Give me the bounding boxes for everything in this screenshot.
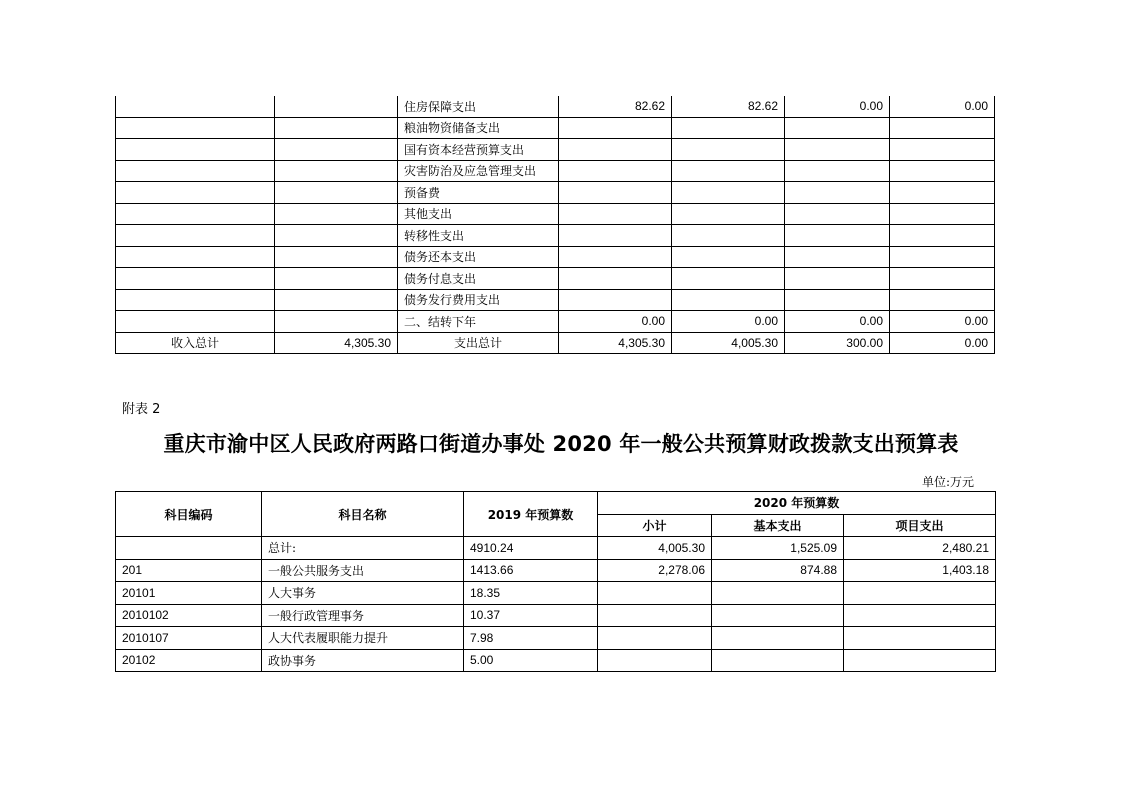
table-row xyxy=(116,203,995,225)
header-budget-2019: 2019 年预算数 xyxy=(464,492,598,537)
cell xyxy=(785,289,890,311)
subtotal xyxy=(598,604,712,627)
table-row xyxy=(116,139,995,161)
table-row xyxy=(116,268,995,290)
budget-2019: 1413.66 xyxy=(464,559,598,582)
cell: 4,305.30 xyxy=(559,332,672,354)
unit-label: 单位:万元 xyxy=(922,475,975,489)
budget-2019: 4910.24 xyxy=(464,537,598,560)
cell: 0.00 xyxy=(890,311,995,333)
cell xyxy=(275,182,398,204)
cell xyxy=(275,246,398,268)
cell xyxy=(559,289,672,311)
cell xyxy=(116,268,275,290)
table-row xyxy=(116,246,995,268)
budget-2019: 10.37 xyxy=(464,604,598,627)
expense-item-name: 其他支出 xyxy=(398,203,559,225)
cell xyxy=(275,225,398,247)
table-row xyxy=(116,311,995,333)
cell xyxy=(559,246,672,268)
header-row xyxy=(116,492,996,515)
cell xyxy=(559,160,672,182)
cell xyxy=(785,139,890,161)
header-budget-2020: 2020 年预算数 xyxy=(598,492,996,515)
cell: 0.00 xyxy=(672,311,785,333)
cell: 0.00 xyxy=(559,311,672,333)
subject-code: 20102 xyxy=(116,649,262,672)
table-row xyxy=(116,289,995,311)
table-row xyxy=(116,160,995,182)
cell xyxy=(672,268,785,290)
cell xyxy=(890,160,995,182)
cell xyxy=(672,289,785,311)
table-row xyxy=(116,559,996,582)
expense-item-name: 二、结转下年 xyxy=(398,311,559,333)
subtotal: 4,005.30 xyxy=(598,537,712,560)
cell xyxy=(672,117,785,139)
cell xyxy=(672,139,785,161)
expense-item-name: 转移性支出 xyxy=(398,225,559,247)
expense-item-name: 债务还本支出 xyxy=(398,246,559,268)
expense-item-name: 国有资本经营预算支出 xyxy=(398,139,559,161)
cell xyxy=(275,117,398,139)
table-row xyxy=(116,96,995,117)
cell xyxy=(275,203,398,225)
subject-name: 一般公共服务支出 xyxy=(262,559,464,582)
cell xyxy=(116,139,275,161)
subtotal xyxy=(598,649,712,672)
cell xyxy=(559,139,672,161)
cell xyxy=(890,182,995,204)
cell xyxy=(785,225,890,247)
table-row xyxy=(116,582,996,605)
basic-expense xyxy=(712,627,844,650)
expense-item-name: 预备费 xyxy=(398,182,559,204)
cell: 82.62 xyxy=(559,96,672,117)
cell xyxy=(785,117,890,139)
cell xyxy=(559,117,672,139)
cell xyxy=(785,160,890,182)
cell xyxy=(275,160,398,182)
budget-2019: 7.98 xyxy=(464,627,598,650)
cell xyxy=(672,160,785,182)
expense-item-name: 灾害防治及应急管理支出 xyxy=(398,160,559,182)
cell xyxy=(890,289,995,311)
expense-item-name: 债务付息支出 xyxy=(398,268,559,290)
cell: 82.62 xyxy=(672,96,785,117)
subtotal xyxy=(598,582,712,605)
cell: 300.00 xyxy=(785,332,890,354)
income-total-label: 收入总计 xyxy=(116,332,275,354)
project-expense xyxy=(844,627,996,650)
cell xyxy=(672,225,785,247)
cell xyxy=(116,311,275,333)
cell xyxy=(890,117,995,139)
subject-name: 人大事务 xyxy=(262,582,464,605)
cell: 0.00 xyxy=(890,332,995,354)
cell xyxy=(275,139,398,161)
basic-expense xyxy=(712,649,844,672)
cell xyxy=(275,289,398,311)
cell: 0.00 xyxy=(890,96,995,117)
attachment-note: 附表 2 xyxy=(122,402,161,417)
header-name: 科目名称 xyxy=(262,492,464,537)
basic-expense xyxy=(712,582,844,605)
table-row xyxy=(116,117,995,139)
project-expense xyxy=(844,582,996,605)
cell xyxy=(559,225,672,247)
cell xyxy=(559,203,672,225)
table-row xyxy=(116,649,996,672)
cell xyxy=(890,225,995,247)
budget-expenditure-table xyxy=(115,491,996,672)
cell: 0.00 xyxy=(785,311,890,333)
table-row xyxy=(116,182,995,204)
subject-code: 201 xyxy=(116,559,262,582)
expense-item-name: 粮油物资储备支出 xyxy=(398,117,559,139)
project-expense: 2,480.21 xyxy=(844,537,996,560)
cell xyxy=(785,203,890,225)
cell: 0.00 xyxy=(785,96,890,117)
cell xyxy=(116,96,275,117)
cell xyxy=(890,203,995,225)
project-expense xyxy=(844,604,996,627)
cell xyxy=(275,268,398,290)
cell xyxy=(559,268,672,290)
income-expense-table xyxy=(115,96,995,354)
cell xyxy=(116,117,275,139)
table-row xyxy=(116,604,996,627)
cell xyxy=(672,246,785,268)
budget-2019: 18.35 xyxy=(464,582,598,605)
subject-name: 一般行政管理事务 xyxy=(262,604,464,627)
cell xyxy=(116,246,275,268)
cell xyxy=(116,289,275,311)
income-total-value: 4,305.30 xyxy=(275,332,398,354)
subject-code xyxy=(116,537,262,560)
header-basic: 基本支出 xyxy=(712,514,844,537)
cell xyxy=(116,182,275,204)
project-expense xyxy=(844,649,996,672)
cell xyxy=(785,182,890,204)
cell: 4,005.30 xyxy=(672,332,785,354)
cell xyxy=(116,225,275,247)
basic-expense: 874.88 xyxy=(712,559,844,582)
cell xyxy=(559,182,672,204)
expense-total-label: 支出总计 xyxy=(398,332,559,354)
cell xyxy=(785,246,890,268)
subject-code: 2010107 xyxy=(116,627,262,650)
budget-2019: 5.00 xyxy=(464,649,598,672)
cell xyxy=(275,96,398,117)
cell xyxy=(890,139,995,161)
cell xyxy=(672,182,785,204)
page-title: 重庆市渝中区人民政府两路口街道办事处 2020 年一般公共预算财政拨款支出预算表 xyxy=(163,432,959,456)
total-row xyxy=(116,332,995,354)
project-expense: 1,403.18 xyxy=(844,559,996,582)
cell xyxy=(672,203,785,225)
table-row xyxy=(116,537,996,560)
subject-name: 总计: xyxy=(262,537,464,560)
table-row xyxy=(116,225,995,247)
cell xyxy=(275,311,398,333)
basic-expense: 1,525.09 xyxy=(712,537,844,560)
subject-code: 2010102 xyxy=(116,604,262,627)
header-code: 科目编码 xyxy=(116,492,262,537)
expense-item-name: 债务发行费用支出 xyxy=(398,289,559,311)
cell xyxy=(890,268,995,290)
subject-name: 政协事务 xyxy=(262,649,464,672)
cell xyxy=(116,160,275,182)
table-row xyxy=(116,627,996,650)
cell xyxy=(116,203,275,225)
subtotal: 2,278.06 xyxy=(598,559,712,582)
expense-item-name: 住房保障支出 xyxy=(398,96,559,117)
header-subtotal: 小计 xyxy=(598,514,712,537)
subject-name: 人大代表履职能力提升 xyxy=(262,627,464,650)
cell xyxy=(890,246,995,268)
subject-code: 20101 xyxy=(116,582,262,605)
header-project: 项目支出 xyxy=(844,514,996,537)
subtotal xyxy=(598,627,712,650)
cell xyxy=(785,268,890,290)
basic-expense xyxy=(712,604,844,627)
